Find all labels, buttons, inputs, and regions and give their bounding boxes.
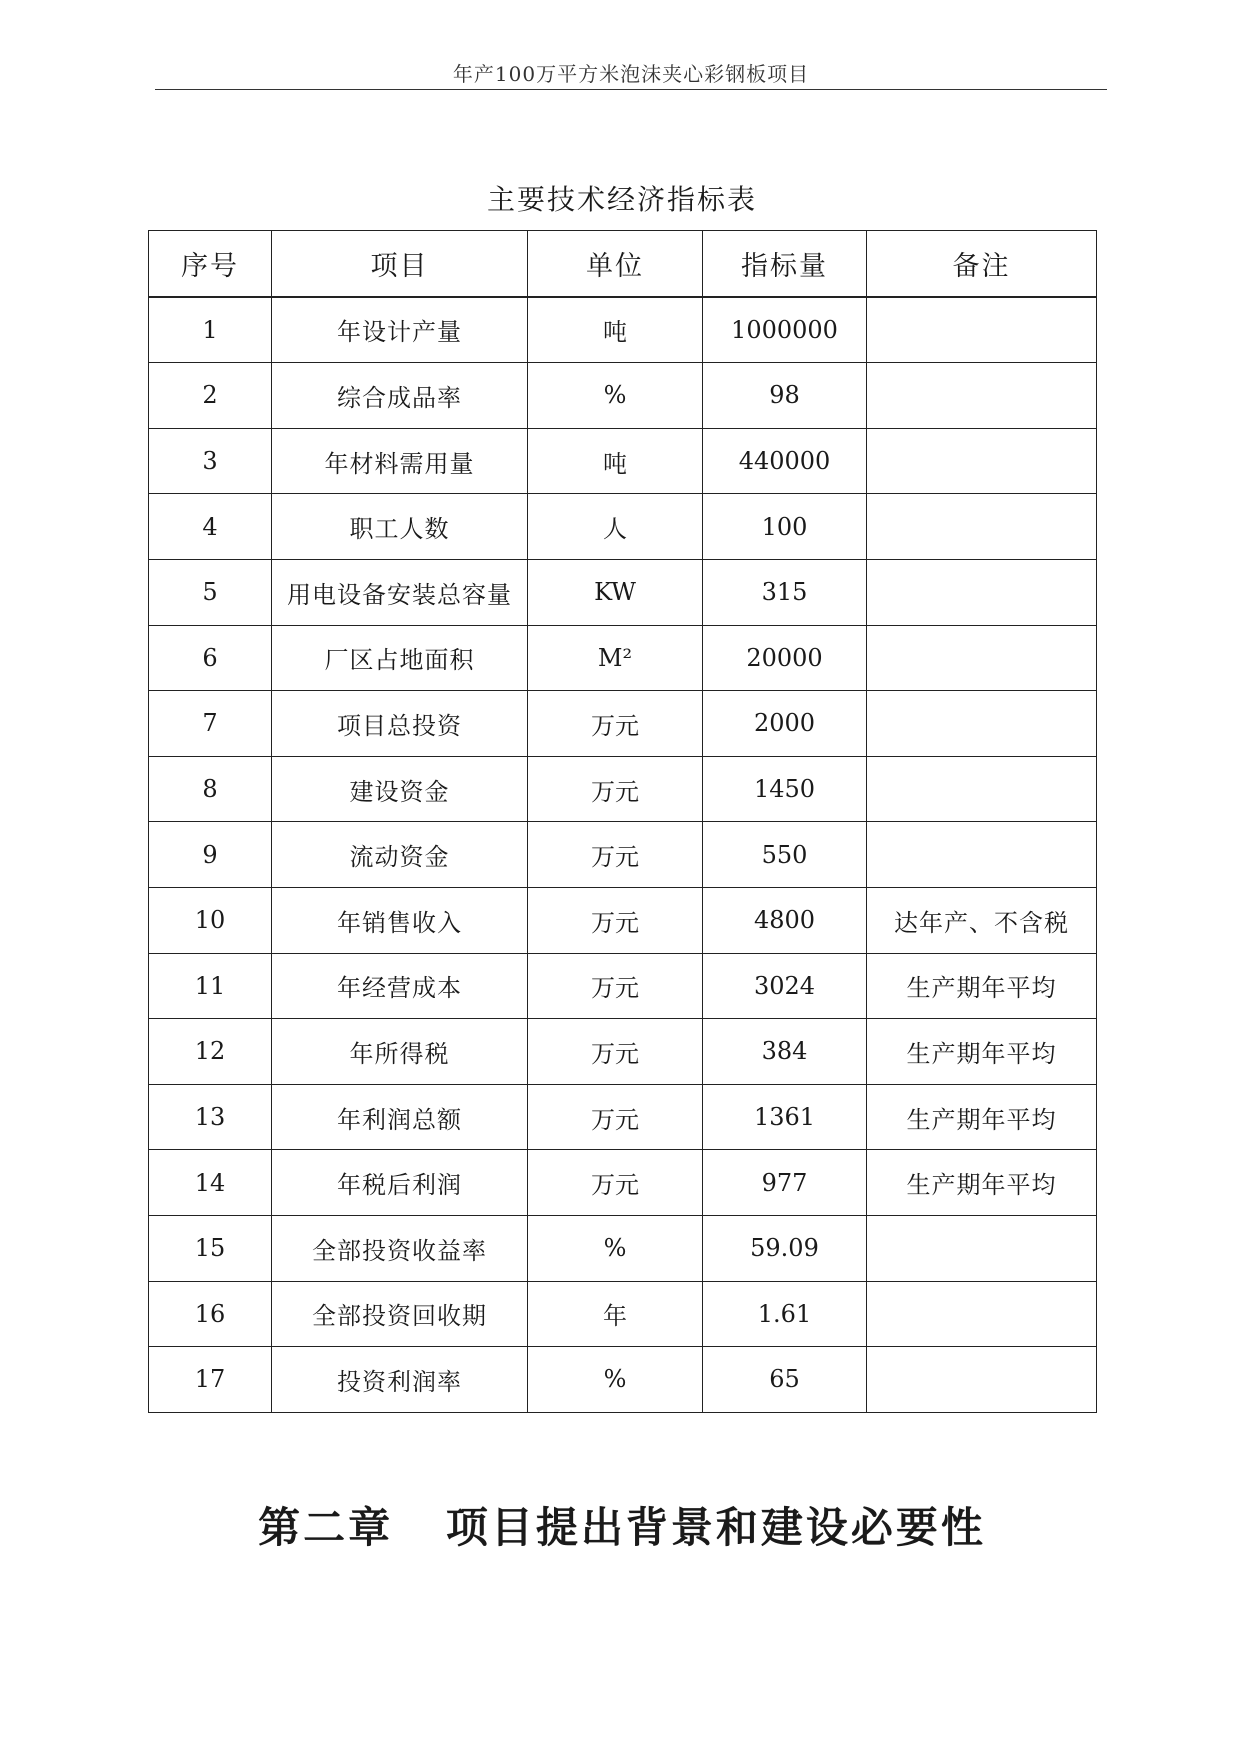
table-row (149, 1347, 1097, 1413)
cell-value: 3024 (703, 953, 867, 1019)
table-body (149, 297, 1097, 1413)
cell-item: 职工人数 (272, 494, 528, 560)
chapter-heading: 第二章 项目提出背景和建设必要性 (258, 1503, 986, 1552)
cell-unit: 万元 (528, 1150, 703, 1216)
table-row (149, 887, 1097, 953)
cell-note (867, 297, 1097, 363)
column-header-note: 备注 (867, 231, 1097, 297)
cell-unit: 万元 (528, 756, 703, 822)
cell-note (867, 428, 1097, 494)
table-row (149, 428, 1097, 494)
cell-value: 100 (703, 494, 867, 560)
table-row (149, 1084, 1097, 1150)
cell-unit: 万元 (528, 822, 703, 888)
cell-note (867, 1347, 1097, 1413)
table-row (149, 625, 1097, 691)
cell-note: 生产期年平均 (867, 953, 1097, 1019)
column-header-item: 项目 (272, 231, 528, 297)
cell-item: 全部投资回收期 (272, 1281, 528, 1347)
table-row (149, 297, 1097, 363)
cell-item: 年税后利润 (272, 1150, 528, 1216)
cell-unit: 人 (528, 494, 703, 560)
table-row (149, 691, 1097, 757)
cell-note: 生产期年平均 (867, 1084, 1097, 1150)
cell-unit: 万元 (528, 1084, 703, 1150)
cell-item: 厂区占地面积 (272, 625, 528, 691)
cell-value: 1361 (703, 1084, 867, 1150)
cell-note (867, 625, 1097, 691)
cell-item: 流动资金 (272, 822, 528, 888)
cell-value: 20000 (703, 625, 867, 691)
cell-item: 全部投资收益率 (272, 1215, 528, 1281)
table-title: 主要技术经济指标表 (486, 183, 757, 216)
cell-note (867, 1215, 1097, 1281)
cell-no: 17 (149, 1347, 272, 1413)
column-header-value: 指标量 (703, 231, 867, 297)
cell-item: 年所得税 (272, 1019, 528, 1085)
cell-no: 8 (149, 756, 272, 822)
table-header (149, 231, 1097, 297)
cell-note: 生产期年平均 (867, 1150, 1097, 1216)
cell-unit: % (528, 363, 703, 429)
cell-value: 440000 (703, 428, 867, 494)
table-row (149, 953, 1097, 1019)
cell-unit: 万元 (528, 1019, 703, 1085)
cell-unit: M² (528, 625, 703, 691)
running-header: 年产100万平方米泡沫夹心彩钢板项目 (452, 62, 810, 86)
cell-note (867, 494, 1097, 560)
table-row (149, 1150, 1097, 1216)
cell-no: 3 (149, 428, 272, 494)
table-row (149, 1215, 1097, 1281)
cell-value: 977 (703, 1150, 867, 1216)
cell-no: 11 (149, 953, 272, 1019)
cell-item: 项目总投资 (272, 691, 528, 757)
cell-unit: 万元 (528, 691, 703, 757)
cell-note (867, 363, 1097, 429)
cell-value: 1.61 (703, 1281, 867, 1347)
cell-item: 年设计产量 (272, 297, 528, 363)
cell-note (867, 691, 1097, 757)
cell-no: 2 (149, 363, 272, 429)
table-row (149, 1281, 1097, 1347)
cell-no: 5 (149, 559, 272, 625)
cell-unit: 万元 (528, 887, 703, 953)
cell-unit: % (528, 1347, 703, 1413)
cell-item: 年材料需用量 (272, 428, 528, 494)
cell-note (867, 822, 1097, 888)
cell-no: 4 (149, 494, 272, 560)
table-row (149, 1019, 1097, 1085)
cell-item: 综合成品率 (272, 363, 528, 429)
table-row (149, 822, 1097, 888)
header-rule (155, 89, 1107, 90)
cell-no: 9 (149, 822, 272, 888)
cell-value: 98 (703, 363, 867, 429)
cell-unit: 吨 (528, 297, 703, 363)
cell-item: 年销售收入 (272, 887, 528, 953)
cell-no: 12 (149, 1019, 272, 1085)
cell-unit: KW (528, 559, 703, 625)
indicators-table (148, 230, 1097, 1413)
cell-value: 1000000 (703, 297, 867, 363)
cell-note: 达年产、不含税 (867, 887, 1097, 953)
cell-no: 15 (149, 1215, 272, 1281)
column-header-unit: 单位 (528, 231, 703, 297)
cell-value: 4800 (703, 887, 867, 953)
table-row (149, 494, 1097, 560)
cell-unit: 年 (528, 1281, 703, 1347)
cell-item: 建设资金 (272, 756, 528, 822)
cell-note (867, 756, 1097, 822)
table-row (149, 756, 1097, 822)
cell-item: 用电设备安装总容量 (272, 559, 528, 625)
cell-no: 1 (149, 297, 272, 363)
cell-value: 59.09 (703, 1215, 867, 1281)
cell-value: 315 (703, 559, 867, 625)
cell-value: 2000 (703, 691, 867, 757)
cell-no: 13 (149, 1084, 272, 1150)
cell-no: 7 (149, 691, 272, 757)
cell-unit: % (528, 1215, 703, 1281)
cell-unit: 吨 (528, 428, 703, 494)
cell-value: 550 (703, 822, 867, 888)
column-header-no: 序号 (149, 231, 272, 297)
cell-item: 年经营成本 (272, 953, 528, 1019)
cell-no: 10 (149, 887, 272, 953)
cell-no: 6 (149, 625, 272, 691)
header-row (149, 231, 1097, 297)
cell-value: 1450 (703, 756, 867, 822)
cell-note: 生产期年平均 (867, 1019, 1097, 1085)
cell-note (867, 1281, 1097, 1347)
cell-note (867, 559, 1097, 625)
cell-no: 14 (149, 1150, 272, 1216)
table-row (149, 559, 1097, 625)
cell-item: 年利润总额 (272, 1084, 528, 1150)
cell-item: 投资利润率 (272, 1347, 528, 1413)
table-row (149, 363, 1097, 429)
cell-value: 384 (703, 1019, 867, 1085)
cell-unit: 万元 (528, 953, 703, 1019)
cell-no: 16 (149, 1281, 272, 1347)
cell-value: 65 (703, 1347, 867, 1413)
